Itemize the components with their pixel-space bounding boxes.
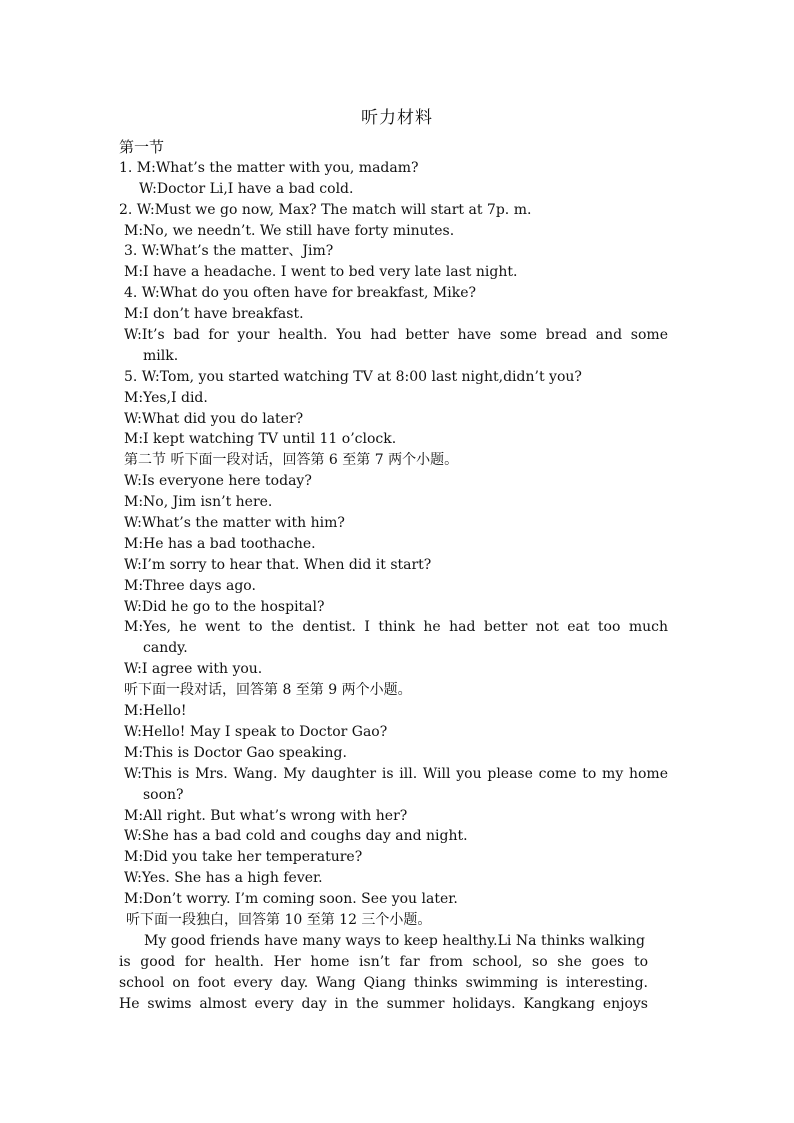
transcript-line-text: 5. W:Tom, you started watching TV at 8:00 last night,didn’t you? xyxy=(124,368,582,385)
transcript-line-text: M:No, we needn’t. We still have forty minutes. xyxy=(124,222,455,239)
transcript-line xyxy=(0,722,794,743)
transcript-line xyxy=(0,659,794,680)
transcript-line-text: 听下面一段对话，回答第 8 至第 9 两个小题。 xyxy=(124,682,412,699)
transcript-line-text: M:I kept watching TV until 11 o’clock. xyxy=(124,431,397,448)
transcript-line xyxy=(0,931,794,952)
transcript-line-text: M:Hello! xyxy=(124,703,187,720)
transcript-line-text: He swims almost every day in the summer holidays. Kangkang enjoys xyxy=(119,995,648,1012)
transcript-line xyxy=(0,283,794,304)
transcript-line-text: W:What did you do later? xyxy=(124,410,304,427)
transcript-line xyxy=(0,492,794,513)
transcript-line xyxy=(0,346,794,367)
transcript-line-text: school on foot every day. Wang Qiang thinks swimming is interesting. xyxy=(119,974,648,991)
transcript-line xyxy=(0,576,794,597)
transcript-line-text: M:Yes, he went to the dentist. I think he had better not eat too much xyxy=(124,619,668,636)
transcript-line xyxy=(0,868,794,889)
transcript-line xyxy=(0,889,794,910)
transcript-line xyxy=(0,137,794,158)
transcript-line-text: M:Yes,I did. xyxy=(124,389,208,406)
transcript-line xyxy=(0,200,794,221)
transcript-line-text: M:Did you take her temperature? xyxy=(124,849,363,866)
transcript-line xyxy=(0,388,794,409)
transcript-line-text: W:It’s bad for your health. You had better have some bread and some xyxy=(124,327,668,344)
transcript-line xyxy=(0,409,794,430)
transcript-body xyxy=(0,137,794,1014)
transcript-line-text: soon? xyxy=(143,786,184,803)
transcript-line-text: W:She has a bad cold and coughs day and night. xyxy=(124,828,468,845)
transcript-line-text: M:This is Doctor Gao speaking. xyxy=(124,744,347,761)
transcript-line-text: 第一节 xyxy=(119,138,165,156)
transcript-line xyxy=(0,158,794,179)
transcript-line-text: is good for health. Her home isn’t far from school, so she goes to xyxy=(119,953,648,970)
document-title: 听力材料 xyxy=(361,108,433,128)
transcript-line-text: W:Doctor Li,I have a bad cold. xyxy=(139,180,354,197)
transcript-line xyxy=(0,179,794,200)
transcript-line-text: M:I don’t have breakfast. xyxy=(124,306,304,323)
transcript-line-text: W:Yes. She has a high fever. xyxy=(124,870,323,887)
transcript-line xyxy=(0,597,794,618)
transcript-line-text: W:I agree with you. xyxy=(124,661,263,678)
transcript-line-text: 第二节 听下面一段对话，回答第 6 至第 7 两个小题。 xyxy=(124,452,459,469)
transcript-line xyxy=(0,785,794,806)
transcript-line xyxy=(0,325,794,346)
transcript-line-text: M:I have a headache. I went to bed very late last night. xyxy=(124,264,518,281)
transcript-line xyxy=(0,701,794,722)
transcript-line-text: milk. xyxy=(143,347,179,364)
transcript-line-text: 1. M:What’s the matter with you, madam? xyxy=(119,159,419,176)
transcript-line-text: W:I’m sorry to hear that. When did it start? xyxy=(124,556,432,573)
transcript-line-text: My good friends have many ways to keep healthy.Li Na thinks walking xyxy=(144,932,645,949)
transcript-line xyxy=(0,764,794,785)
transcript-line xyxy=(0,638,794,659)
transcript-line xyxy=(0,847,794,868)
transcript-line xyxy=(0,221,794,242)
transcript-line-text: M:Don’t worry. I’m coming soon. See you later. xyxy=(124,891,458,908)
transcript-line xyxy=(0,806,794,827)
transcript-line-text: candy. xyxy=(143,640,188,657)
transcript-line xyxy=(0,241,794,262)
transcript-line-text: M:All right. But what’s wrong with her? xyxy=(124,807,408,824)
transcript-line-text: 4. W:What do you often have for breakfast, Mike? xyxy=(124,285,477,302)
transcript-line xyxy=(0,471,794,492)
transcript-line xyxy=(0,262,794,283)
transcript-line xyxy=(0,429,794,450)
transcript-line-text: W:Is everyone here today? xyxy=(124,473,312,490)
transcript-line xyxy=(0,910,794,931)
transcript-line xyxy=(0,367,794,388)
transcript-line-text: W:Hello! May I speak to Doctor Gao? xyxy=(124,723,388,740)
transcript-line-text: M:No, Jim isn’t here. xyxy=(124,494,273,511)
transcript-line-text: 3. W:What’s the matter、Jim? xyxy=(124,243,334,260)
transcript-line-text: W:What’s the matter with him? xyxy=(124,515,345,532)
transcript-line xyxy=(0,513,794,534)
transcript-line xyxy=(0,304,794,325)
transcript-line-text: M:Three days ago. xyxy=(124,577,256,594)
transcript-line xyxy=(0,973,794,994)
transcript-line xyxy=(0,952,794,973)
transcript-line xyxy=(0,994,794,1015)
transcript-line-text: M:He has a bad toothache. xyxy=(124,535,316,552)
transcript-line xyxy=(0,555,794,576)
transcript-line xyxy=(0,680,794,701)
transcript-line-text: W:Did he go to the hospital? xyxy=(124,598,325,615)
transcript-line xyxy=(0,534,794,555)
transcript-line-text: W:This is Mrs. Wang. My daughter is ill. Will you please come to my home xyxy=(124,765,668,782)
transcript-line xyxy=(0,826,794,847)
transcript-line-text: 听下面一段独白，回答第 10 至第 12 三个小题。 xyxy=(126,911,432,928)
transcript-line-text: 2. W:Must we go now, Max? The match will start at 7p. m. xyxy=(119,201,532,218)
transcript-line xyxy=(0,450,794,471)
transcript-line xyxy=(0,743,794,764)
transcript-line xyxy=(0,617,794,638)
